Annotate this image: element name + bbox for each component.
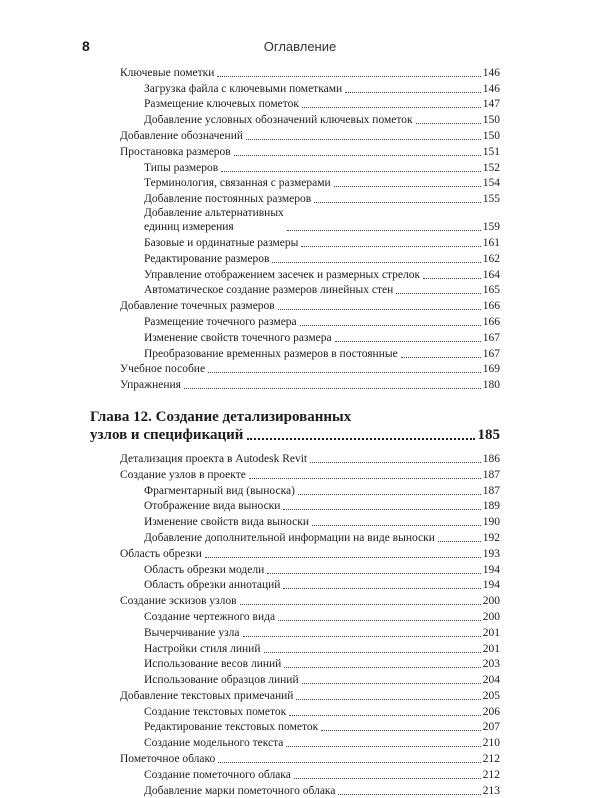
toc-entry-title: Создание чертежного вида xyxy=(144,610,276,623)
toc-entry-title: Использование образцов линий xyxy=(144,674,299,687)
toc-entry-page: 166 xyxy=(482,315,500,328)
toc-entry-page: 155 xyxy=(482,193,500,206)
leader-dots xyxy=(272,261,480,263)
leader-dots xyxy=(283,508,480,510)
toc-entry-page: 212 xyxy=(482,768,500,781)
toc-entry-page: 146 xyxy=(482,82,500,95)
toc-entry-title: Простановка размеров xyxy=(120,145,231,158)
leader-dots xyxy=(287,229,481,231)
toc-entry-page: 187 xyxy=(482,468,500,481)
toc-entry[interactable] xyxy=(120,266,500,282)
toc-entry-page: 154 xyxy=(482,177,500,190)
toc-entry-page: 203 xyxy=(482,658,500,671)
toc-entry-page: 152 xyxy=(482,161,500,174)
toc-entry[interactable] xyxy=(120,703,500,719)
toc-entry-page: 150 xyxy=(482,114,500,127)
leader-dots xyxy=(289,714,481,716)
toc-entry[interactable] xyxy=(120,143,500,159)
leader-dots xyxy=(278,308,481,310)
toc-entry[interactable] xyxy=(120,190,500,206)
page-header xyxy=(0,38,600,58)
toc-entry-page: 210 xyxy=(482,737,500,750)
table-of-contents xyxy=(90,64,500,798)
leader-dots xyxy=(249,477,481,479)
toc-entry-page: 187 xyxy=(482,484,500,497)
toc-entry[interactable] xyxy=(120,111,500,127)
leader-dots xyxy=(301,245,480,247)
toc-entry-title: Терминология, связанная с размерами xyxy=(144,177,331,190)
toc-entry-title: Область обрезки модели xyxy=(144,563,265,576)
toc-entry[interactable] xyxy=(120,545,500,561)
running-title: Оглавление xyxy=(263,39,337,54)
toc-entry-title: Размещение точечного размера xyxy=(144,315,297,328)
leader-dots xyxy=(302,106,481,108)
toc-entry[interactable] xyxy=(120,687,500,703)
toc-entry[interactable] xyxy=(120,719,500,735)
toc-entry-title-line2: единиц измерения xyxy=(144,221,234,234)
toc-entry-title: Добавление обозначений xyxy=(120,129,244,142)
toc-entry[interactable] xyxy=(120,498,500,514)
toc-section-mid xyxy=(120,234,500,392)
leader-dots xyxy=(338,793,480,795)
chapter-page: 185 xyxy=(477,427,500,444)
leader-dots xyxy=(298,493,481,495)
toc-entry-title xyxy=(144,206,284,234)
leader-dots xyxy=(243,635,481,637)
toc-entry[interactable] xyxy=(120,608,500,624)
toc-entry[interactable] xyxy=(120,592,500,608)
toc-entry-page: 200 xyxy=(482,595,500,608)
toc-section-bottom xyxy=(120,450,500,798)
toc-entry-page: 161 xyxy=(482,236,500,249)
toc-entry[interactable] xyxy=(120,577,500,593)
leader-dots xyxy=(396,292,481,294)
toc-entry-title: Базовые и ординатные размеры xyxy=(144,236,299,249)
toc-entry-title: Редактирование размеров xyxy=(144,252,270,265)
leader-dots xyxy=(247,437,474,440)
toc-entry[interactable] xyxy=(120,282,500,298)
leader-dots xyxy=(234,154,481,156)
leader-dots xyxy=(310,461,481,463)
toc-entry[interactable] xyxy=(120,782,500,798)
toc-entry-title: Редактирование текстовых пометок xyxy=(144,721,319,734)
toc-entry-page: 206 xyxy=(482,705,500,718)
chapter-heading[interactable] xyxy=(90,408,500,444)
leader-dots xyxy=(334,185,481,187)
leader-dots xyxy=(423,277,481,279)
toc-entry-title: Добавление условных обозначений ключевых пометок xyxy=(144,114,413,127)
leader-dots xyxy=(184,387,481,389)
toc-entry[interactable] xyxy=(120,640,500,656)
leader-dots xyxy=(294,777,481,779)
leader-dots xyxy=(321,729,481,731)
toc-entry-title: Изменение свойств точечного размера xyxy=(144,331,332,344)
leader-dots xyxy=(284,666,480,668)
toc-entry[interactable] xyxy=(120,750,500,766)
toc-entry-title: Добавление марки пометочного облака xyxy=(144,784,336,797)
leader-dots xyxy=(335,340,481,342)
leader-dots xyxy=(264,651,481,653)
toc-entry[interactable] xyxy=(120,297,500,313)
toc-entry-title: Изменение свойств вида выноски xyxy=(144,516,310,529)
toc-entry-page: 205 xyxy=(482,689,500,702)
toc-entry-title: Размещение ключевых пометок xyxy=(144,98,299,111)
chapter-title-line1: Глава 12. Создание детализированных xyxy=(90,409,352,426)
toc-entry-page: 165 xyxy=(482,284,500,297)
toc-entry-title: Область обрезки аннотаций xyxy=(144,579,281,592)
toc-entry[interactable] xyxy=(120,96,500,112)
leader-dots xyxy=(208,371,481,373)
leader-dots xyxy=(416,122,481,124)
toc-entry[interactable] xyxy=(120,671,500,687)
toc-entry-page: 162 xyxy=(482,252,500,265)
toc-entry[interactable] xyxy=(120,234,500,250)
leader-dots xyxy=(312,524,481,526)
leader-dots xyxy=(246,138,481,140)
toc-entry-title: Упражнения xyxy=(120,379,181,392)
toc-entry-page: 194 xyxy=(482,579,500,592)
toc-entry-title: Добавление текстовых примечаний xyxy=(120,689,294,702)
toc-entry-page: 150 xyxy=(482,129,500,142)
toc-entry-page: 200 xyxy=(482,610,500,623)
toc-entry-title: Настройки стиля линий xyxy=(144,642,261,655)
leader-dots xyxy=(438,540,481,542)
toc-entry-page: 201 xyxy=(482,642,500,655)
toc-entry-page: 159 xyxy=(482,221,500,234)
leader-dots xyxy=(314,201,481,203)
toc-entry[interactable] xyxy=(120,561,500,577)
toc-entry[interactable] xyxy=(120,450,500,466)
toc-entry-title: Добавление дополнительной информации на виде выноски xyxy=(144,531,435,544)
toc-entry-title: Область обрезки xyxy=(120,547,202,560)
toc-entry-page: 164 xyxy=(482,268,500,281)
toc-entry[interactable] xyxy=(120,466,500,482)
leader-dots xyxy=(286,745,480,747)
toc-entry[interactable] xyxy=(120,345,500,361)
toc-entry[interactable] xyxy=(120,329,500,345)
toc-entry-title: Загрузка файла с ключевыми пометками xyxy=(144,82,343,95)
toc-entry-page: 147 xyxy=(482,98,500,111)
toc-entry-title: Вычерчивание узла xyxy=(144,626,240,639)
leader-dots xyxy=(401,356,481,358)
leader-dots xyxy=(218,761,480,763)
toc-entry[interactable] xyxy=(120,482,500,498)
toc-entry-page: 186 xyxy=(482,452,500,465)
toc-entry-page: 204 xyxy=(482,674,500,687)
toc-entry[interactable] xyxy=(120,529,500,545)
toc-entry[interactable] xyxy=(120,206,500,234)
toc-entry-page: 167 xyxy=(482,347,500,360)
toc-entry-title: Создание узлов в проекте xyxy=(120,468,246,481)
leader-dots xyxy=(296,698,480,700)
leader-dots xyxy=(217,75,480,77)
toc-entry-title: Отображение вида выноски xyxy=(144,500,281,513)
toc-section-top xyxy=(120,64,500,206)
toc-entry-title: Создание эскизов узлов xyxy=(120,595,237,608)
leader-dots xyxy=(205,556,481,558)
toc-entry[interactable] xyxy=(120,80,500,96)
toc-entry-page: 169 xyxy=(482,363,500,376)
page-number: 8 xyxy=(82,38,90,54)
toc-entry[interactable] xyxy=(120,624,500,640)
leader-dots xyxy=(278,619,481,621)
leader-dots xyxy=(267,572,480,574)
toc-entry-title: Пометочное облако xyxy=(120,753,216,766)
toc-entry-title: Создание модельного текста xyxy=(144,737,284,750)
toc-entry-title: Автоматическое создание размеров линейных стен xyxy=(144,284,394,297)
leader-dots xyxy=(300,324,481,326)
leader-dots xyxy=(221,170,481,172)
toc-entry-title: Фрагментарный вид (выноска) xyxy=(144,484,295,497)
toc-entry-title: Создание текстовых пометок xyxy=(144,705,287,718)
toc-entry[interactable] xyxy=(120,313,500,329)
toc-entry-page: 167 xyxy=(482,331,500,344)
toc-entry[interactable] xyxy=(120,250,500,266)
leader-dots xyxy=(283,587,480,589)
toc-entry-title: Преобразование временных размеров в постоянные xyxy=(144,347,398,360)
toc-entry-title: Использование весов линий xyxy=(144,658,282,671)
toc-entry-page: 190 xyxy=(482,516,500,529)
leader-dots xyxy=(240,603,481,605)
toc-entry-page: 212 xyxy=(482,753,500,766)
toc-entry[interactable] xyxy=(120,175,500,191)
toc-entry[interactable] xyxy=(120,64,500,80)
toc-entry-page: 180 xyxy=(482,379,500,392)
toc-entry[interactable] xyxy=(120,127,500,143)
toc-entry-page: 151 xyxy=(482,145,500,158)
toc-entry-page: 166 xyxy=(482,300,500,313)
toc-entry[interactable] xyxy=(120,376,500,392)
toc-entry-page: 192 xyxy=(482,531,500,544)
toc-entry-title: Создание пометочного облака xyxy=(144,768,291,781)
toc-entry-title: Добавление постоянных размеров xyxy=(144,193,312,206)
toc-entry-title: Типы размеров xyxy=(144,161,219,174)
chapter-title-line2-row xyxy=(90,426,500,444)
leader-dots xyxy=(345,91,481,93)
leader-dots xyxy=(302,682,481,684)
toc-entry-title: Ключевые пометки xyxy=(120,66,215,79)
toc-entry-title: Учебное пособие xyxy=(120,363,206,376)
toc-entry[interactable] xyxy=(120,656,500,672)
toc-entry-page: 201 xyxy=(482,626,500,639)
chapter-title-line2: узлов и спецификаций xyxy=(90,427,244,444)
toc-entry[interactable] xyxy=(120,513,500,529)
toc-entry[interactable] xyxy=(120,361,500,377)
toc-entry-page: 193 xyxy=(482,547,500,560)
toc-entry[interactable] xyxy=(120,159,500,175)
toc-entry-page: 189 xyxy=(482,500,500,513)
toc-entry[interactable] xyxy=(120,766,500,782)
toc-entry-page: 213 xyxy=(482,784,500,797)
toc-entry-page: 146 xyxy=(482,66,500,79)
toc-entry-page: 194 xyxy=(482,563,500,576)
toc-entry[interactable] xyxy=(120,734,500,750)
toc-entry-title: Детализация проекта в Autodesk Revit xyxy=(120,452,308,465)
toc-entry-title-line1: Добавление альтернативных xyxy=(144,207,284,220)
toc-entry-title: Управление отображением засечек и размерных стрелок xyxy=(144,268,421,281)
toc-entry-page: 207 xyxy=(482,721,500,734)
toc-entry-title: Добавление точечных размеров xyxy=(120,300,275,313)
